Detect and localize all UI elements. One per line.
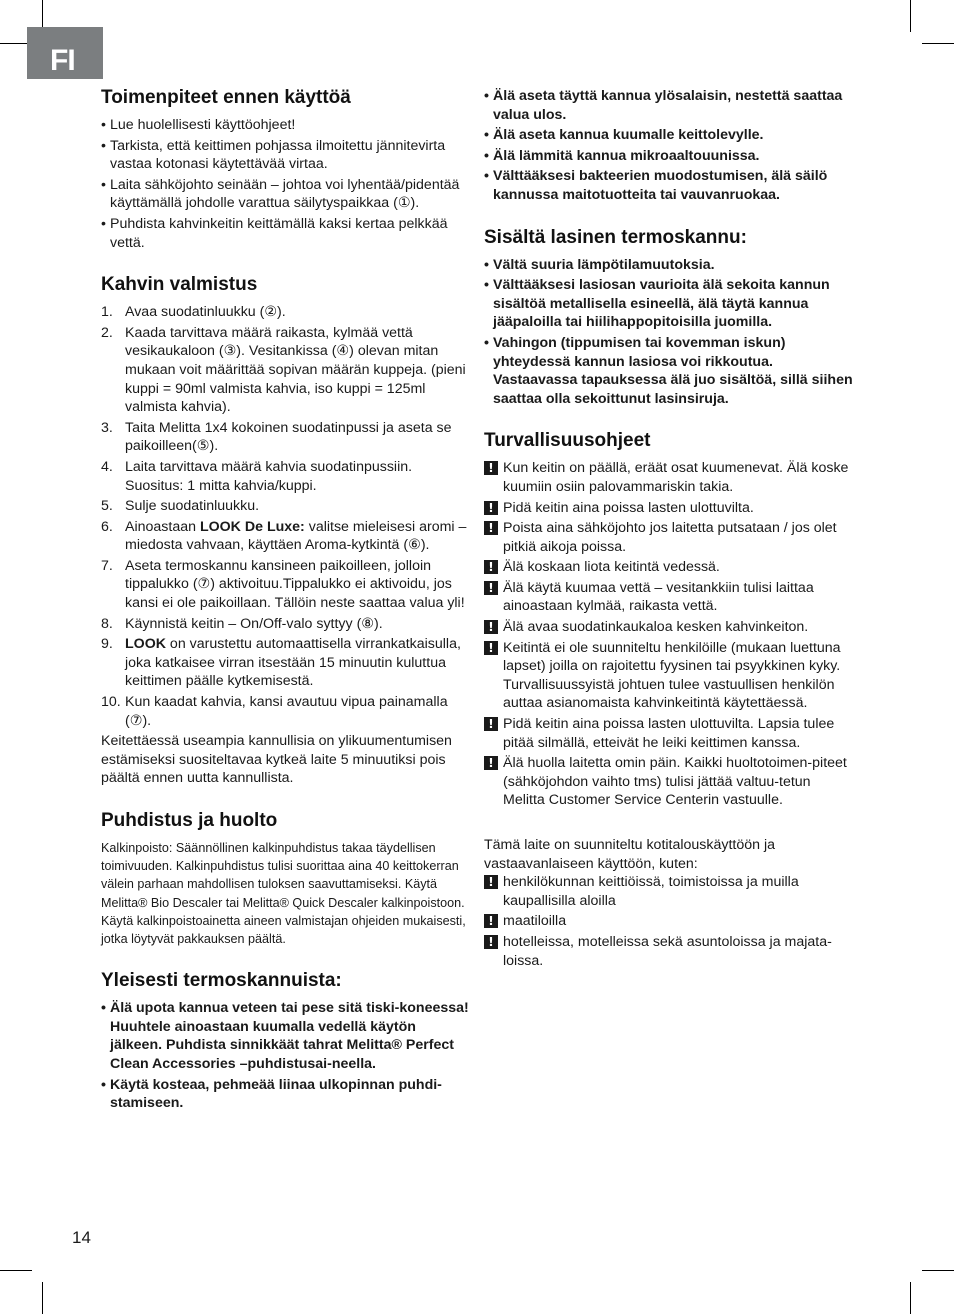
- list-item: 8. Käynnistä keitin – On/Off-valo syttyy (⑧).: [101, 615, 383, 632]
- warning-item: ! henkilökunnan keittiöissä, toimistoissa ja muilla kaupallisilla aloilla: [484, 873, 856, 910]
- list-item: 6. Ainoastaan LOOK De Luxe: valitse mieleisesi aromi – miedosta vahvaan, käyttäen Aroma-kytkintä (⑥).: [101, 518, 467, 554]
- page-number: 14: [72, 1228, 91, 1247]
- intro-text: Tämä laite on suunniteltu kotitalouskäyttöön ja vastaavanlaiseen käyttöön, kuten:: [484, 837, 776, 872]
- list-item: • Älä aseta kannua kuumalle keittolevylle.: [484, 126, 856, 145]
- warning-icon: !: [484, 581, 498, 595]
- warning-icon: !: [484, 641, 498, 655]
- section-thermos-continued: [484, 87, 856, 205]
- warning-icon: !: [484, 501, 498, 515]
- body-text: Kalkinpoisto: Säännöllinen kalkinpuhdistus takaa täydellisen toimivuuden. Kalkinpuhdistus tulisi suorittaa aina 40 keittokerran välein parhaan mahdollisen tuloksen saavuttamiseksi. Käytä Melitta® Bio Descaler tai Melitta® Quick Descaler kalkinpoistoon. Käytä kalkinpoistoainetta aineen valmistajan ohjeiden mukaisesti, jotka löytyvät pakkauksen päältä.: [101, 841, 466, 947]
- warning-icon: !: [484, 935, 498, 949]
- list-item: • Älä upota kannua veteen tai pese sitä tiski-koneessa! Huuhtele ainoastaan kuumalla vedellä käytön jälkeen. Puhdista sinnikkäät tahrat Melitta® Perfect Clean Accessories –puhdistusai-neella.: [101, 999, 471, 1073]
- section-thermos-general: [101, 970, 471, 1113]
- warning-item: ! Älä huolla laitetta omin päin. Kaikki huoltotoimen-piteet (sähköjohdon vaihto tms) tulisi jättää valtuu-tetun Melitta Customer Service Centerin vastuulle.: [484, 754, 856, 810]
- note-text: Keitettäessä useampia kannullisia on ylikuumentumisen estämiseksi suositeltavaa kytkeä laite 5 minuutiksi pois päältä ennen uutta kannullista.: [101, 733, 452, 787]
- warning-item: ! Kun keitin on päällä, eräät osat kuumenevat. Älä koske kuumiin osiin palovammariskin takia.: [484, 459, 856, 496]
- section-coffee-making: [101, 274, 471, 788]
- list-item: • Puhdista kahvinkeitin keittämällä kaksi kertaa pelkkää vettä.: [101, 215, 471, 252]
- list-item: 3. Taita Melitta 1x4 kokoinen suodatinpussi ja aseta se paikoilleen(⑤).: [101, 419, 452, 455]
- language-tab: FI: [27, 27, 103, 79]
- section-glass-thermos: [484, 227, 856, 409]
- crop-mark: [0, 1270, 32, 1271]
- list-item: • Vältä suuria lämpötilamuutoksia.: [484, 256, 856, 275]
- list-item: • Vahingon (tippumisen tai kovemman iskun) yhteydessä kannun lasiosa voi rikkoutua. Vastaavassa tapauksessa älä juo sisältöä, sillä siihen saattaa olla sekoittunut lasinsiruja.: [484, 334, 856, 408]
- list-item: • Välttääksesi lasiosan vaurioita älä sekoita kannun sisältöä metallisella esineellä, älä täytä kannua jääpaloilla tai hiilihappopitoisilla juomilla.: [484, 276, 856, 332]
- section-heading: Kahvin valmistus: [101, 274, 258, 296]
- warning-item: ! Älä käytä kuumaa vettä – vesitankkiin tulisi laittaa ainoastaan kylmää, raikasta vettä.: [484, 579, 856, 616]
- crop-mark: [910, 1282, 911, 1314]
- crop-mark: [42, 1282, 43, 1314]
- list-item: 10. Kun kaadat kahvia, kansi avautuu vipua painamalla (⑦).: [101, 694, 448, 729]
- crop-mark: [910, 0, 911, 32]
- warning-item: ! Keitintä ei ole suunniteltu henkilöille (mukaan luettuna lapset) joilla on rajoitettu fyysinen tai psyykkinen kyky. Turvallisuussyistä johtuen tulee vastuullisen henkilön auttaa asianomaista kahvinkeitintä käytettäessä.: [484, 639, 856, 713]
- warning-icon: !: [484, 914, 498, 928]
- warning-icon: !: [484, 560, 498, 574]
- section-heading: Turvallisuusohjeet: [484, 430, 651, 452]
- list-item: • Laita sähköjohto seinään – johtoa voi lyhentää/pidentää käyttämällä johdolle varattua säilytyspaikkaa (①).: [101, 176, 471, 213]
- warning-icon: !: [484, 717, 498, 731]
- list-item: 9. LOOK on varustettu automaattisella virrankatkaisulla, joka katkaisee virran itsestään 15 minuutin kuluttua keittimen päälle kytkemisestä.: [101, 636, 461, 690]
- warning-item: ! Älä avaa suodatinkaukaloa kesken kahvinkeiton.: [484, 618, 856, 637]
- crop-mark: [922, 1270, 954, 1271]
- warning-icon: !: [484, 875, 498, 889]
- list-item: • Käytä kosteaa, pehmeää liinaa ulkopinnan puhdi-stamiseen.: [101, 1076, 471, 1113]
- list-item: • Välttääksesi bakteerien muodostumisen, älä säilö kannussa maitotuotteita tai vauvanruokaa.: [484, 167, 856, 204]
- list-item: • Älä lämmitä kannua mikroaaltouunissa.: [484, 147, 856, 166]
- warning-item: ! Pidä keitin aina poissa lasten ulottuvilta. Lapsia tulee pitää silmällä, etteivät he leiki keittimen kanssa.: [484, 715, 856, 752]
- section-before-use: [101, 87, 471, 252]
- list-item: 5. Sulje suodatinluukku.: [101, 498, 260, 515]
- crop-mark: [922, 43, 954, 44]
- list-item: • Tarkista, että keittimen pohjassa ilmoitettu jännitevirta vastaa kotonasi käytettävää virtaa.: [101, 137, 471, 174]
- list-item: 1. Avaa suodatinluukku (②).: [101, 304, 286, 321]
- warning-icon: !: [484, 521, 498, 535]
- left-column: [101, 87, 471, 1135]
- list-item: 2. Kaada tarvittava määrä raikasta, kylmää vettä vesikaukaloon (③). Vesitankissa (④) olevan mitan mukaan voit määrittää sopivan määrän kuppeja. (pieni kuppi = 90ml valmista kahvia, iso kuppi = 125ml valmista kahvia).: [101, 324, 466, 416]
- warning-item: ! maatiloilla: [484, 912, 856, 931]
- list-item: • Lue huolellisesti käyttöohjeet!: [101, 116, 471, 135]
- warning-icon: !: [484, 756, 498, 770]
- section-heading: Sisältä lasinen termoskannu:: [484, 226, 747, 248]
- section-heading: Toimenpiteet ennen käyttöä: [101, 87, 351, 108]
- section-heading: Puhdistus ja huolto: [101, 810, 278, 831]
- warning-item: ! Poista aina sähköjohto jos laitetta putsataan / jos olet pitkiä aikoja poissa.: [484, 519, 856, 556]
- section-intended-use: [484, 836, 856, 970]
- section-cleaning: [101, 810, 471, 948]
- warning-item: ! Älä koskaan liota keitintä vedessä.: [484, 558, 856, 577]
- list-item: 4. Laita tarvittava määrä kahvia suodatinpussiin. Suositus: 1 mitta kahvia/kuppi.: [101, 458, 413, 494]
- warning-item: ! hotelleissa, motelleissa sekä asuntoloissa ja majata-loissa.: [484, 933, 856, 970]
- list-item: • Älä aseta täyttä kannua ylösalaisin, nestettä saattaa valua ulos.: [484, 87, 856, 124]
- warning-icon: !: [484, 461, 498, 475]
- list-item: 7. Aseta termoskannu kansineen paikoilleen, jolloin tippalukko (⑦) aktivoituu.Tippalukko ei aktivoidu, jos kansi ei ole paikoillaan. Tällöin neste saattaa valua yli!: [101, 557, 465, 612]
- section-safety: [484, 430, 856, 810]
- section-heading: Yleisesti termoskannuista:: [101, 970, 342, 992]
- right-column: [484, 87, 856, 992]
- warning-item: ! Pidä keitin aina poissa lasten ulottuvilta.: [484, 499, 856, 518]
- warning-icon: !: [484, 620, 498, 634]
